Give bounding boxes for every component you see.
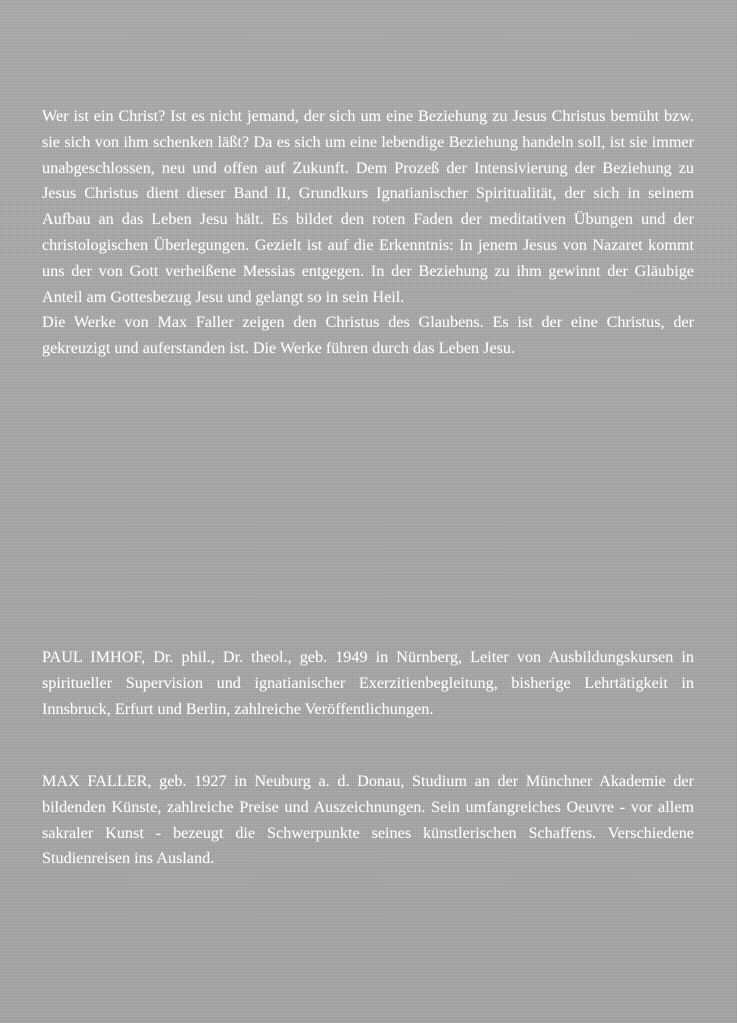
artist-bio-max-faller (42, 769, 694, 872)
back-cover-blurb (42, 104, 694, 362)
blurb-paragraph-2: Die Werke von Max Faller zeigen den Christus des Glaubens. Es ist der eine Christus, der gekreuzigt und auferstanden ist. Die Werke führen durch das Leben Jesu. (42, 313, 694, 358)
artist-bio-text: MAX FALLER, geb. 1927 in Neuburg a. d. Donau, Studium an der Münchner Akademie der bildenden Künste, zahlreiche Preise und Auszeichnungen. Sein umfangreiches Oeuvre - vor allem sakraler Kunst - bezeugt die Schwerpunkte seines künstlerischen Schaffens. Verschiedene Studienreisen ins Ausland. (42, 772, 694, 868)
blurb-paragraph-1: Wer ist ein Christ? Ist es nicht jemand, der sich um eine Beziehung zu Jesus Christus bemüht bzw. sie sich von ihm schenken läßt? Da es sich um eine lebendige Beziehung handeln soll, ist sie immer unabgeschlossen, neu und offen auf Zukunft. Dem Prozeß der Intensivierung der Beziehung zu Jesus Christus dient dieser Band II, Grundkurs Ignatianischer Spiritualität, der sich in seinem Aufbau an das Leben Jesu hält. Es bildet den roten Faden der meditativen Übungen und der christologischen Überlegungen. Gezielt ist auf die Erkenntnis: In jenem Jesus von Nazaret kommt uns der von Gott verheißene Messias entgegen. In der Beziehung zu ihm gewinnt der Gläubige Anteil am Gottesbezug Jesu und gelangt so in sein Heil. (42, 107, 694, 306)
author-bio-text: PAUL IMHOF, Dr. phil., Dr. theol., geb. 1949 in Nürnberg, Leiter von Ausbildungskursen in spiritueller Supervision und ignatianischer Exerzitienbegleitung, bisherige Lehrtätigkeit in Innsbruck, Erfurt und Berlin, zahlreiche Veröffentlichungen. (42, 648, 694, 718)
author-bio-paul-imhof (42, 645, 694, 722)
